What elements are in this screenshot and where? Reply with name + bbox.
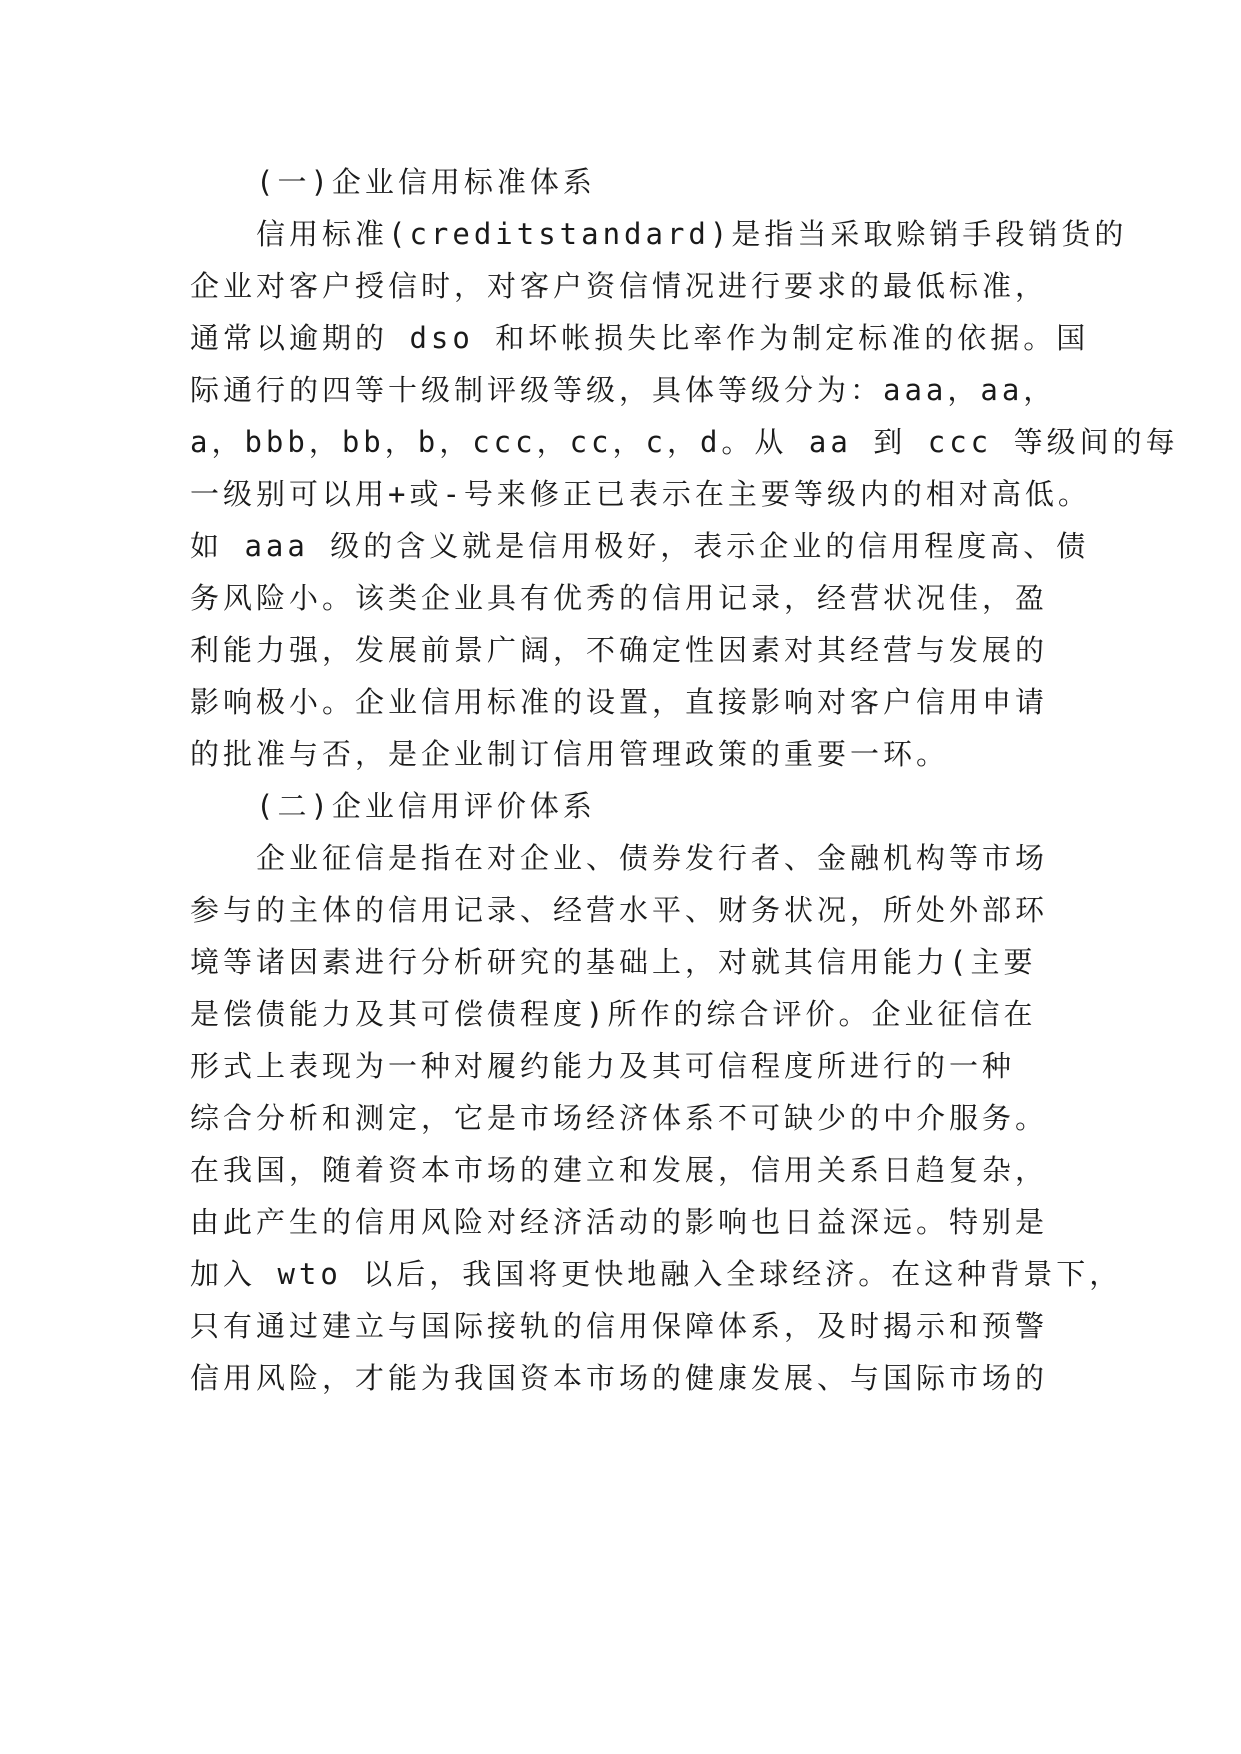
paragraph-line: 企业征信是指在对企业、债券发行者、金融机构等市场 bbox=[256, 841, 1049, 875]
paragraph-line: 是偿债能力及其可偿债程度)所作的综合评价。企业征信在 bbox=[190, 997, 1037, 1031]
paragraph-line: 信用标准(creditstandard)是指当采取赊销手段销货的 bbox=[256, 217, 1128, 251]
paragraph-line: 的批准与否，是企业制订信用管理政策的重要一环。 bbox=[190, 737, 950, 771]
paragraph-line: 影响极小。企业信用标准的设置，直接影响对客户信用申请 bbox=[190, 685, 1049, 719]
paragraph-line: 通常以逾期的 dso 和坏帐损失比率作为制定标准的依据。国 bbox=[190, 321, 1090, 355]
paragraph-line: 加入 wto 以后，我国将更快地融入全球经济。在这种背景下， bbox=[190, 1257, 1123, 1291]
section-heading-credit-standard: (一)企业信用标准体系 bbox=[256, 165, 596, 199]
paragraph-line: 利能力强，发展前景广阔，不确定性因素对其经营与发展的 bbox=[190, 633, 1049, 667]
paragraph-line: 一级别可以用+或-号来修正已表示在主要等级内的相对高低。 bbox=[190, 477, 1091, 511]
paragraph-line: 综合分析和测定，它是市场经济体系不可缺少的中介服务。 bbox=[190, 1101, 1049, 1135]
section-heading-credit-evaluation: (二)企业信用评价体系 bbox=[256, 789, 596, 823]
paragraph-line: 企业对客户授信时，对客户资信情况进行要求的最低标准， bbox=[190, 269, 1049, 303]
paragraph-line: 形式上表现为一种对履约能力及其可信程度所进行的一种 bbox=[190, 1049, 1016, 1083]
paragraph-line: 如 aaa 级的含义就是信用极好，表示企业的信用程度高、债 bbox=[190, 529, 1090, 563]
paragraph-line: 信用风险，才能为我国资本市场的健康发展、与国际市场的 bbox=[190, 1361, 1049, 1395]
paragraph-line: 参与的主体的信用记录、经营水平、财务状况，所处外部环 bbox=[190, 893, 1049, 927]
paragraph-line: 只有通过建立与国际接轨的信用保障体系，及时揭示和预警 bbox=[190, 1309, 1049, 1343]
paragraph-line: 际通行的四等十级制评级等级，具体等级分为：aaa，aa， bbox=[190, 373, 1057, 407]
paragraph-line: 由此产生的信用风险对经济活动的影响也日益深远。特别是 bbox=[190, 1205, 1049, 1239]
paragraph-line: 境等诸因素进行分析研究的基础上，对就其信用能力(主要 bbox=[190, 945, 1037, 979]
paragraph-line: 务风险小。该类企业具有优秀的信用记录，经营状况佳，盈 bbox=[190, 581, 1049, 615]
paragraph-line: 在我国，随着资本市场的建立和发展，信用关系日趋复杂， bbox=[190, 1153, 1049, 1187]
paragraph-line: a，bbb，bb，b，ccc，cc，c，d。从 aa 到 ccc 等级间的每 bbox=[190, 425, 1179, 459]
document-body bbox=[190, 156, 1179, 1404]
